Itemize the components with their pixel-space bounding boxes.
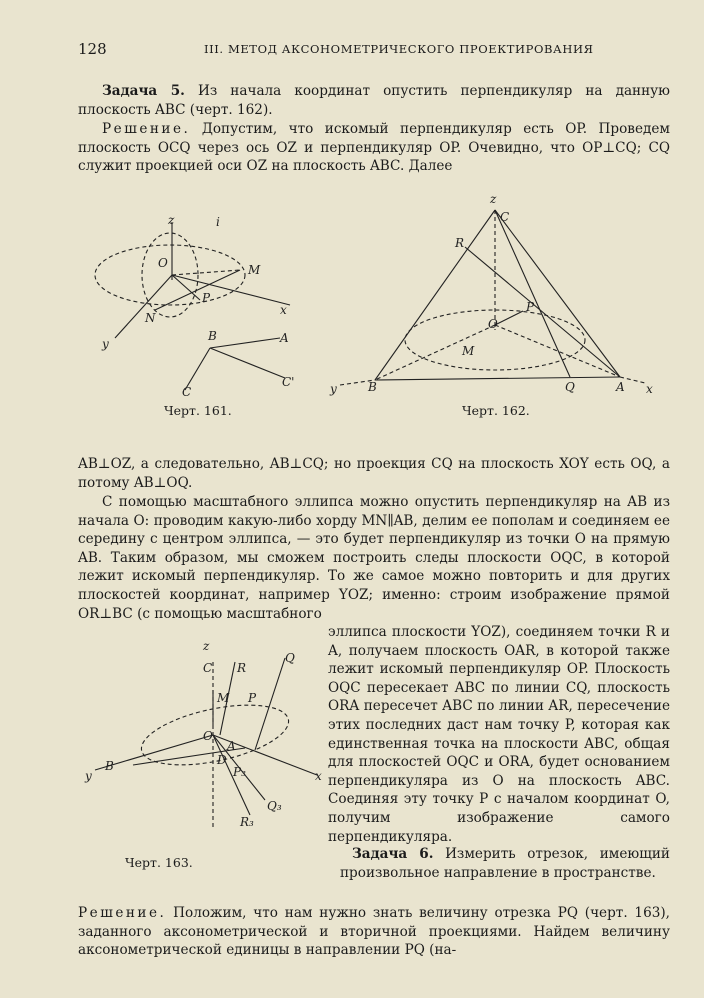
fig163-label-c: C <box>203 661 213 675</box>
fig163-label-d: D <box>217 753 227 767</box>
fig161-label-m: M <box>248 263 261 277</box>
fig162-label-o: O <box>488 317 498 331</box>
fig163-label-y: y <box>85 769 92 783</box>
fig161-label-z: z <box>168 213 175 227</box>
paragraph-1: AB⊥OZ, а следовательно, AB⊥CQ; но проекция CQ на плоскость XOY есть OQ, а потому AB⊥OQ. <box>78 456 670 491</box>
fig163-label-a: A <box>227 739 236 753</box>
page-number: 128 <box>78 40 107 58</box>
fig162-label-x: x <box>646 382 653 396</box>
figure-162-caption: Черт. 162. <box>462 403 530 418</box>
figure-162 <box>330 192 660 400</box>
fig161-label-i: i <box>216 215 220 229</box>
fig161-label-y: y <box>102 337 109 351</box>
fig161-line-bc <box>185 348 210 390</box>
fig163-ellipse <box>136 694 294 776</box>
fig162-label-c: C <box>500 210 510 224</box>
fig163-label-p3: P₃ <box>233 765 246 779</box>
fig162-line-cq <box>495 210 570 377</box>
task6-paragraph <box>340 845 670 882</box>
task5-text: Из начала координат опустить перпендикуляр на данную плоскость ABC (черт. 162). <box>78 83 670 118</box>
fig161-label-o: O <box>158 256 168 270</box>
fig162-line-op <box>495 311 523 325</box>
solution6-heading: Решение. <box>78 905 167 921</box>
fig161-label-a: A <box>280 331 289 345</box>
fig163-label-p: P <box>248 691 257 705</box>
fig161-ellipse-vertical <box>142 233 198 317</box>
fig163-label-x: x <box>315 769 322 783</box>
fig161-axis-x <box>172 275 290 305</box>
fig163-label-r3: R₃ <box>240 815 254 829</box>
fig162-line-oa <box>495 325 620 377</box>
fig162-line-ra <box>465 247 620 377</box>
paragraph-2: С помощью масштабного эллипса можно опустить перпендикуляр на AB из начала O: проводим какую-либо хорду MN∥AB, делим ее пополам и соединяем ее середину с центром эллипса, — это будет перпендикуляр из точки O на прямую AB. Таким образом, мы сможем построить следы плоскости OQC, в которой лежит искомый перпендикуляр. То же самое можно повторить и для других плоскостей координат, например YOZ; именно: строим изображение прямой OR⊥BC (с помощью масштабного <box>78 494 670 622</box>
solution5-paragraph <box>78 120 670 176</box>
fig161-label-cprime: C' <box>282 375 295 389</box>
fig162-label-a: A <box>616 380 625 394</box>
figure-161-caption: Черт. 161. <box>164 403 232 418</box>
task6-heading: Задача 6. <box>352 846 434 862</box>
fig163-label-m: M <box>217 691 230 705</box>
fig161-line-bcp <box>210 348 285 378</box>
fig161-label-b: B <box>208 329 217 343</box>
fig162-label-p: P <box>526 300 535 314</box>
paragraph-3: эллипса плоскости YOZ), соединяем точки R и A, получаем плоскость OAR, в которой также лежит искомый перпендикуляр OP. Плоскость OQC пересекает ABC по линии CQ, плоскость ORA пересечет ABC по линии AR, пересечение этих последних даст нам точку P, которая как единственная точка на плоскости ABC, общая для плоскостей OQC и ORA, будет основанием перпендикуляра из O на плоскость ABC. Соединяя эту точку P с началом координат O, получим изображение самого перпендикуляра. <box>328 624 670 845</box>
fig161-label-c: C <box>182 385 192 399</box>
fig162-edge-ca <box>495 210 620 377</box>
fig163-label-q3: Q₃ <box>267 799 282 813</box>
fig162-label-b: B <box>368 380 377 394</box>
task6-text: Измерить отрезок, имеющий произвольное направление в пространстве. <box>340 846 670 881</box>
fig162-label-q: Q <box>565 380 575 394</box>
fig162-label-m: M <box>462 344 475 358</box>
fig161-ellipse-horizontal <box>95 245 245 305</box>
fig162-edge-cb <box>375 210 495 380</box>
fig161-label-x: x <box>280 303 287 317</box>
figure-163 <box>85 640 325 840</box>
task5-heading: Задача 5. <box>102 83 185 99</box>
fig162-line-ob <box>375 325 495 380</box>
solution6-paragraph <box>78 904 670 960</box>
fig163-label-z: z <box>203 639 210 653</box>
fig161-line-ba <box>210 338 280 348</box>
fig162-edge-ba <box>375 377 620 380</box>
fig162-label-z: z <box>490 192 497 206</box>
fig163-label-r: R <box>237 661 247 675</box>
solution5-heading: Решение. <box>102 121 191 137</box>
fig162-label-y: y <box>330 382 337 396</box>
task5-paragraph <box>78 82 670 119</box>
solution6-text: Положим, что нам нужно знать величину отрезка PQ (черт. 163), заданного аксонометрической и вторичной проекциями. Найдем величину аксонометрической единицы в направлении PQ (на- <box>78 905 671 959</box>
fig162-label-r: R <box>455 236 465 250</box>
fig163-label-o: O <box>203 729 213 743</box>
fig163-label-b: B <box>105 759 114 773</box>
fig161-label-n: N <box>145 311 156 325</box>
fig161-label-p: P <box>202 291 211 305</box>
fig163-label-q: Q <box>285 651 295 665</box>
solution5-text: Допустим, что искомый перпендикуляр есть OP. Проведем плоскость OCQ через ось OZ и перпендикуляр OP. Очевидно, что OP⊥CQ; CQ служит проекцией оси OZ на плоскость ABC. Далее <box>78 121 670 175</box>
figure-161 <box>90 210 320 400</box>
fig163-line-q <box>255 658 285 750</box>
running-title: III. МЕТОД АКСОНОМЕТРИЧЕСКОГО ПРОЕКТИРОВАНИЯ <box>204 42 594 56</box>
figure-163-caption: Черт. 163. <box>125 855 193 870</box>
page-header <box>78 40 668 62</box>
